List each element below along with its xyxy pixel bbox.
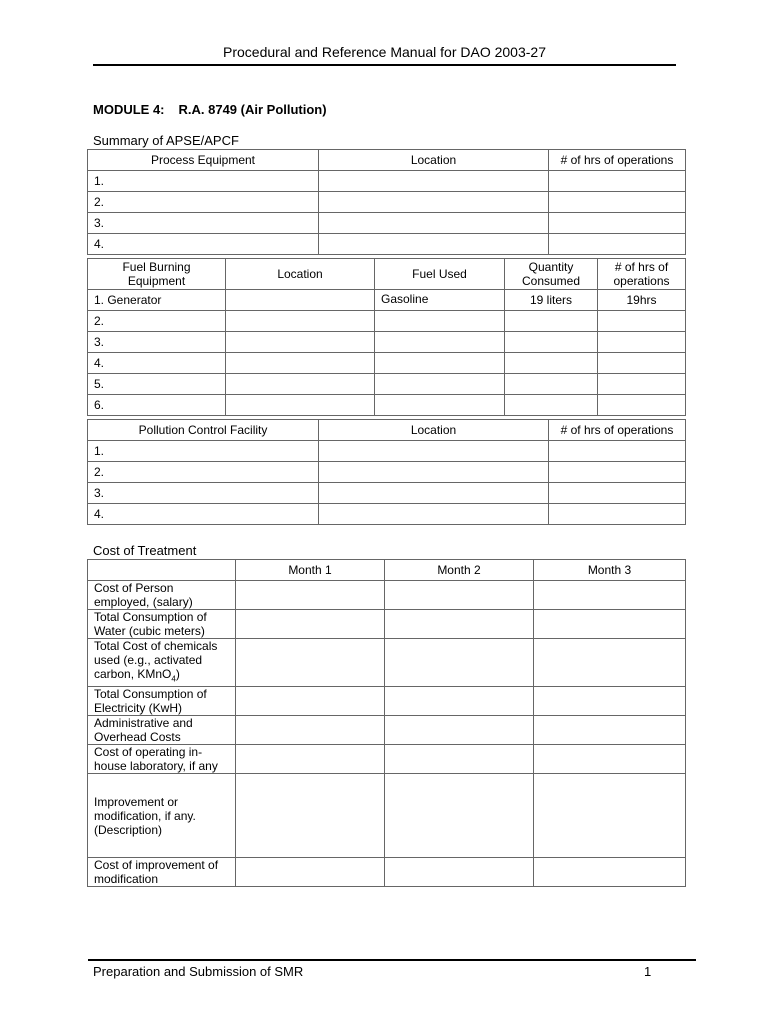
page-header-title: Procedural and Reference Manual for DAO 2003-27 [223,44,546,60]
table-cell: 5. [88,374,226,395]
table-row [88,213,686,234]
pollution-control-facility-table [87,419,686,525]
table-row [88,290,686,311]
process-equipment-table [87,149,686,255]
footer-text: Preparation and Submission of SMR [93,964,304,979]
table-cell [236,687,385,716]
table-cell [319,441,549,462]
table-cell [534,581,686,610]
table-cell [598,353,686,374]
table-cell [598,374,686,395]
header-cell: Fuel Used [375,259,505,290]
table-cell [549,171,686,192]
header-cell: Fuel Burning Equipment [88,259,226,290]
table-row [88,610,686,639]
table-row [88,395,686,416]
table-cell [236,610,385,639]
table-row [88,687,686,716]
table-cell: 1. Generator [88,290,226,311]
page-number: 1 [644,964,652,979]
module-label: MODULE 4: [93,102,165,117]
table-cell [226,374,375,395]
table-cell [549,504,686,525]
table-cell [319,483,549,504]
table-cell [549,462,686,483]
table-cell: 4. [88,353,226,374]
table-row [88,332,686,353]
table-row [88,374,686,395]
table-cell [319,504,549,525]
table-cell [505,353,598,374]
row-label: Cost of Person employed, (salary) [88,581,236,610]
table-cell [598,311,686,332]
summary-title: Summary of APSE/APCF [93,133,239,148]
row-label-suffix: ) [175,667,180,681]
table-cell: 1. [88,171,319,192]
row-label-text: Total Cost of chemicals used (e.g., activated carbon, KMnO [94,639,218,681]
table-header-row [88,259,686,290]
header-cell: Month 1 [236,560,385,581]
row-label-subscript: 4 [171,674,176,684]
footer-rule [88,959,696,961]
table-row [88,858,686,887]
table-cell [505,374,598,395]
table-cell [385,581,534,610]
table-cell [385,610,534,639]
table-row [88,639,686,687]
table-cell [549,483,686,504]
table-cell [385,745,534,774]
table-header-row [88,150,686,171]
header-cell: Quantity Consumed [505,259,598,290]
table-cell [534,774,686,858]
table-cell [226,395,375,416]
table-cell: 4. [88,234,319,255]
table-row [88,353,686,374]
header-cell [88,560,236,581]
table-cell [549,441,686,462]
table-cell [236,858,385,887]
table-cell [549,234,686,255]
table-row [88,441,686,462]
table-row [88,462,686,483]
cost-of-treatment-table [87,559,686,887]
table-cell [319,213,549,234]
row-label [88,639,236,687]
table-cell: 4. [88,504,319,525]
table-cell [505,332,598,353]
cost-of-treatment-title: Cost of Treatment [93,543,197,558]
table-cell [534,858,686,887]
table-cell [549,213,686,234]
table-cell [375,311,505,332]
table-row [88,745,686,774]
table-cell [236,774,385,858]
table-row [88,581,686,610]
table-cell: 2. [88,192,319,213]
table-cell: 2. [88,311,226,332]
row-label: Administrative and Overhead Costs [88,716,236,745]
table-cell: 6. [88,395,226,416]
module-heading [93,102,327,117]
table-row [88,483,686,504]
table-cell [319,192,549,213]
table-cell [385,858,534,887]
table-cell [236,745,385,774]
table-cell: 3. [88,332,226,353]
row-label: Cost of improvement of modification [88,858,236,887]
header-cell: Pollution Control Facility [88,420,319,441]
header-cell: Month 2 [385,560,534,581]
header-cell: # of hrs of operations [598,259,686,290]
table-cell [385,774,534,858]
table-cell [385,639,534,687]
table-cell [375,332,505,353]
table-header-row [88,420,686,441]
table-cell: 3. [88,213,319,234]
header-cell: Location [319,420,549,441]
table-row [88,504,686,525]
table-row [88,192,686,213]
table-cell [505,395,598,416]
table-cell [236,716,385,745]
table-cell [226,332,375,353]
header-cell: Month 3 [534,560,686,581]
table-cell: 1. [88,441,319,462]
header-cell: Process Equipment [88,150,319,171]
header-cell: # of hrs of operations [549,420,686,441]
table-cell [505,311,598,332]
table-cell [319,234,549,255]
table-cell [534,745,686,774]
table-cell [236,581,385,610]
table-cell [385,716,534,745]
table-cell [549,192,686,213]
table-cell: 19hrs [598,290,686,311]
table-cell [375,374,505,395]
row-label: Improvement or modification, if any. (Description) [88,774,236,858]
table-cell [598,332,686,353]
table-cell [534,716,686,745]
row-label: Total Consumption of Water (cubic meters) [88,610,236,639]
table-cell [226,311,375,332]
module-name: R.A. 8749 (Air Pollution) [178,102,327,117]
table-cell [534,687,686,716]
table-cell [375,353,505,374]
table-cell [226,353,375,374]
table-cell [319,462,549,483]
table-row [88,171,686,192]
header-cell: Location [226,259,375,290]
table-cell [598,395,686,416]
table-row [88,234,686,255]
table-cell [385,687,534,716]
table-cell: Gasoline [375,290,505,311]
table-cell [319,171,549,192]
header-cell: # of hrs of operations [549,150,686,171]
table-cell [534,639,686,687]
row-label: Cost of operating in-house laboratory, if any [88,745,236,774]
table-cell [375,395,505,416]
table-cell: 19 liters [505,290,598,311]
row-label: Total Consumption of Electricity (KwH) [88,687,236,716]
table-cell: 3. [88,483,319,504]
table-cell [236,639,385,687]
table-row [88,774,686,858]
table-row [88,311,686,332]
table-cell [226,290,375,311]
table-cell: 2. [88,462,319,483]
header-rule [93,64,676,66]
table-row [88,716,686,745]
table-header-row [88,560,686,581]
table-cell [534,610,686,639]
header-cell: Location [319,150,549,171]
fuel-burning-equipment-table [87,258,686,416]
